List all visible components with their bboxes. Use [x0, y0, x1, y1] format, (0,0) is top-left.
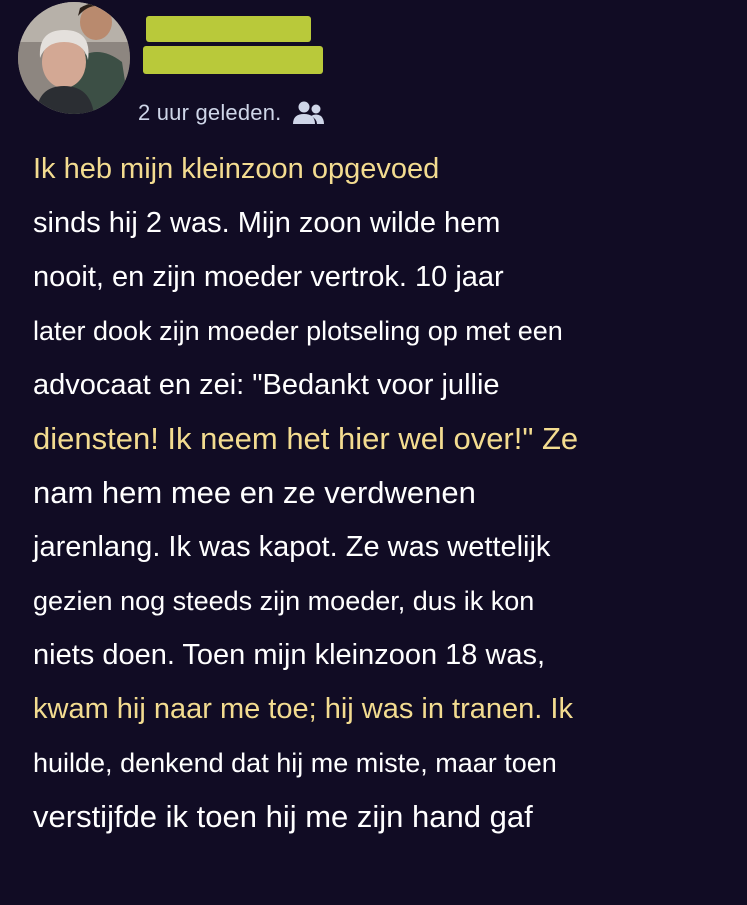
redacted-name [146, 16, 311, 42]
post-line: niets doen. Toen mijn kleinzoon 18 was, [33, 639, 546, 671]
post-body [33, 147, 743, 849]
post-line: nam hem mee en ze verdwenen [33, 475, 476, 510]
post-line: Ik heb mijn kleinzoon opgevoed [33, 153, 440, 185]
post-line: gezien nog steeds zijn moeder, dus ik kon [33, 586, 535, 616]
post-line: verstijfde ik toen hij me zijn hand gaf [33, 799, 533, 834]
avatar[interactable] [18, 2, 130, 114]
avatar-photo [18, 2, 130, 114]
post-line: diensten! Ik neem het hier wel over!" Ze [33, 421, 579, 456]
post-line: kwam hij naar me toe; hij was in tranen. Ik [33, 693, 573, 725]
post-line: nooit, en zijn moeder vertrok. 10 jaar [33, 261, 504, 293]
redacted-name-secondary [143, 46, 323, 74]
post-meta [138, 100, 325, 126]
post-line: later dook zijn moeder plotseling op met een [33, 316, 563, 346]
post-line: jarenlang. Ik was kapot. Ze was wettelijk [33, 531, 551, 563]
timestamp: 2 uur geleden. [138, 100, 282, 125]
post-line: advocaat en zei: "Bedankt voor jullie [33, 369, 500, 401]
post-line: huilde, denkend dat hij me miste, maar toen [33, 748, 557, 778]
post-line: sinds hij 2 was. Mijn zoon wilde hem [33, 207, 501, 239]
group-icon[interactable] [291, 100, 325, 126]
